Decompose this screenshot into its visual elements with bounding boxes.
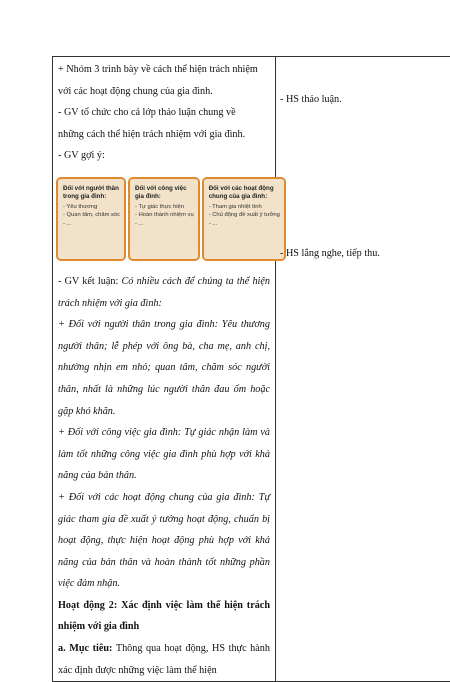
objective-label: a. Mục tiêu: xyxy=(58,643,112,654)
conclusion-item-family-members: + Đối với người thân trong gia đình: Yêu thương người thân; lễ phép với ông bà, cha mẹ, anh chị, nhường nhịn em nhỏ; quan tâm, chăm sóc người thân, nhất là những lúc người thân đau ốm hoặc gặp khó khăn. xyxy=(58,314,270,422)
table-row xyxy=(53,57,450,682)
card-item: - Yêu thương xyxy=(63,203,120,212)
conclusion-paragraph xyxy=(58,271,270,314)
card-item: - Quan tâm, chăm sóc xyxy=(63,211,120,220)
conclusion-intro: Có nhiều cách để chúng ta thể hiện trách nhiệm với gia đình: xyxy=(58,276,270,309)
text-line: - GV tổ chức cho cả lớp thảo luận chung về xyxy=(58,102,270,124)
card-title: Đối với các hoạt động chung của gia đình: xyxy=(209,185,280,201)
card-item: - Hoàn thành nhiệm vụ xyxy=(135,211,194,220)
suggestion-card xyxy=(204,179,284,259)
card-item: - Chủ động đề xuất ý tưởng xyxy=(209,211,280,220)
student-response-listen: - HS lắng nghe, tiếp thu. xyxy=(280,243,380,265)
card-title: Đối với người thân trong gia đình: xyxy=(63,185,120,201)
objective-paragraph xyxy=(58,638,270,681)
text-line: với các hoạt động chung của gia đình. xyxy=(58,81,270,103)
card-title: Đối với công việc gia đình: xyxy=(135,185,194,201)
suggestion-card xyxy=(58,179,124,259)
card-item: - ... xyxy=(135,220,194,229)
student-activity-cell xyxy=(276,57,450,682)
card-item: - ... xyxy=(209,220,280,229)
text-line: + Nhóm 3 trình bày về cách thể hiện trách nhiệm xyxy=(58,59,270,81)
objective-text: Thông qua hoạt động, HS thực hành xác định được những việc làm thể hiện xyxy=(58,643,270,676)
student-response-discuss: - HS thảo luận. xyxy=(280,89,342,111)
teacher-activity-cell xyxy=(53,57,276,682)
suggestion-cards-image xyxy=(58,179,270,259)
card-item: - ... xyxy=(63,220,120,229)
activity-heading: Hoạt động 2: Xác định việc làm thể hiện trách nhiệm với gia đình xyxy=(58,595,270,638)
suggestion-card xyxy=(130,179,198,259)
conclusion-item-housework: + Đối với công việc gia đình: Tự giác nhận làm và làm tốt những công việc gia đình phù hợp với khả năng của bản thân. xyxy=(58,422,270,487)
conclusion-item-family-activities: + Đối với các hoạt động chung của gia đình: Tự giác tham gia đề xuất ý tưởng hoạt động, chuẩn bị hoạt động, thực hiện hoạt động phù hợp với khả năng của bản thân và hoàn thành tốt những phần việc đảm nhận. xyxy=(58,487,270,595)
card-item: - Tham gia nhiệt tình xyxy=(209,203,280,212)
lesson-table xyxy=(52,56,450,682)
card-item: - Tự giác thực hiện xyxy=(135,203,194,212)
text-line: những cách thể hiện trách nhiệm với gia đình. xyxy=(58,124,270,146)
text-line: - GV gợi ý: xyxy=(58,145,270,167)
conclusion-label: - GV kết luận: xyxy=(58,276,122,287)
